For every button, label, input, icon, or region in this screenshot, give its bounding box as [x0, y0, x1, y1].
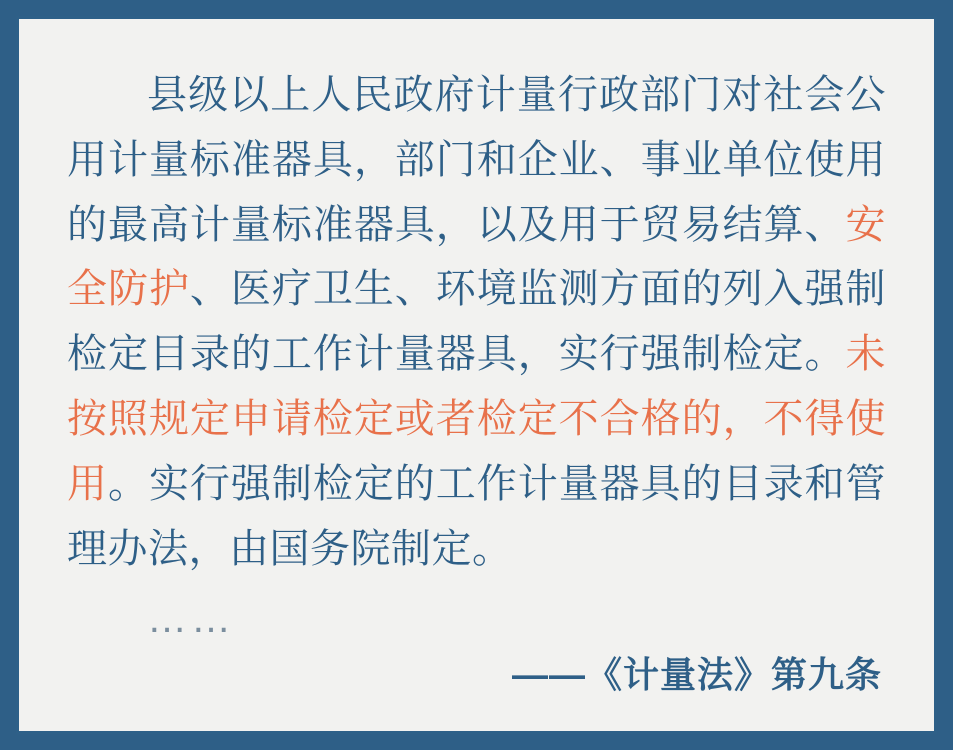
quote-card: [16, 16, 937, 734]
quote-segment-3: 、医疗卫生、环境监测方面的列入强制检定目录的工作计量器具，实行强制检定。: [67, 267, 887, 377]
quote-paragraph: [67, 63, 886, 581]
quote-segment-1: 县级以上人民政府计量行政部门对社会公用计量标准器具，部门和企业、事业单位使用的最高计量标准器具，以及用于贸易结算、: [67, 73, 886, 247]
quote-ellipsis: ……: [147, 597, 235, 642]
quote-segment-5: 。实行强制检定的工作计量器具的目录和管理办法，由国务院制定。: [67, 461, 887, 571]
quote-segment-4-highlight: 未按照规定申请检定或者检定不合格的，不得使用: [67, 332, 886, 506]
quote-attribution: ——《计量法》第九条: [511, 654, 882, 696]
quote-segment-2-highlight: 安全防护: [67, 202, 886, 312]
quote-text: [19, 19, 934, 581]
